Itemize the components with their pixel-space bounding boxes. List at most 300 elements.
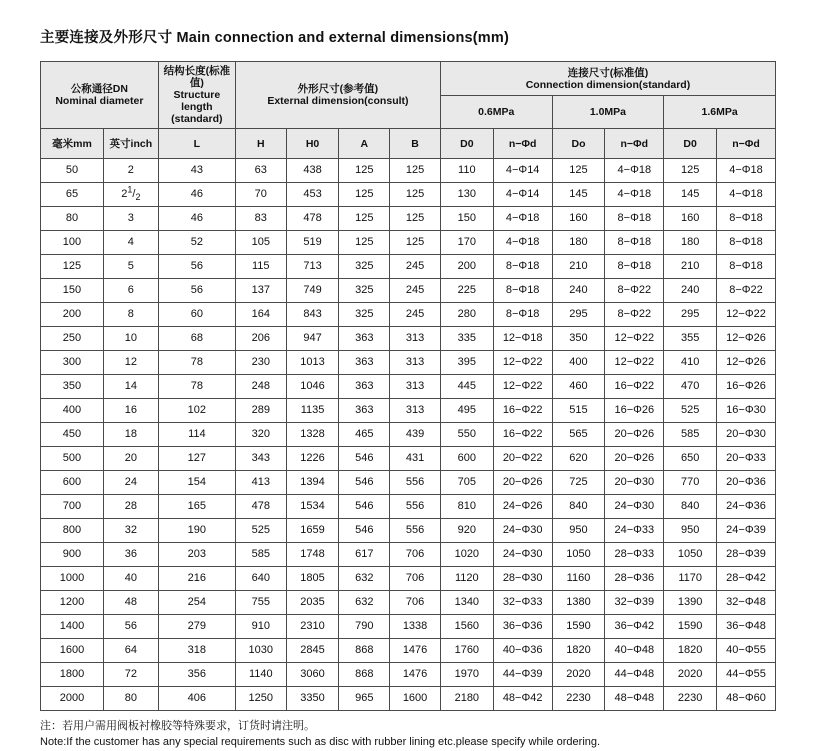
- header-unit-h: H: [235, 129, 286, 159]
- cell-length-l: 52: [158, 231, 235, 255]
- cell-a: 965: [339, 687, 390, 711]
- cell-d0-10: 2020: [552, 663, 605, 687]
- cell-nd-06: 28−Φ30: [493, 567, 552, 591]
- cell-d0-16: 1050: [664, 543, 717, 567]
- cell-a: 325: [339, 255, 390, 279]
- cell-d0-06: 920: [440, 519, 493, 543]
- cell-b: 706: [390, 591, 441, 615]
- cell-nominal-inch: 40: [103, 567, 158, 591]
- cell-h: 1250: [235, 687, 286, 711]
- cell-nd-10: 36−Φ42: [605, 615, 664, 639]
- cell-nd-16: 12−Φ26: [717, 351, 776, 375]
- cell-h0: 1394: [286, 471, 339, 495]
- cell-nominal-mm: 800: [41, 519, 104, 543]
- cell-d0-16: 525: [664, 399, 717, 423]
- cell-nd-10: 20−Φ26: [605, 423, 664, 447]
- cell-nominal-mm: 1800: [41, 663, 104, 687]
- table-row: [41, 591, 776, 615]
- cell-h: 413: [235, 471, 286, 495]
- header-external-dimension-cn: 外形尺寸(参考值): [297, 83, 379, 96]
- table-row: [41, 159, 776, 183]
- header-connection-dimension-en: Connection dimension(standard): [525, 78, 691, 91]
- cell-length-l: 78: [158, 375, 235, 399]
- header-structure-length-cn: 结构长度(标准值): [163, 65, 231, 90]
- table-row: [41, 687, 776, 711]
- cell-a: 363: [339, 399, 390, 423]
- cell-nominal-mm: 100: [41, 231, 104, 255]
- cell-nominal-inch: 2: [103, 159, 158, 183]
- cell-nominal-inch: 14: [103, 375, 158, 399]
- cell-h: 206: [235, 327, 286, 351]
- cell-nd-06: 4−Φ14: [493, 183, 552, 207]
- cell-d0-16: 1820: [664, 639, 717, 663]
- cell-a: 617: [339, 543, 390, 567]
- cell-d0-16: 2020: [664, 663, 717, 687]
- cell-nominal-inch: 64: [103, 639, 158, 663]
- header-nominal-diameter-cn: 公称通径DN: [70, 83, 128, 96]
- header-pressure-10: 1.0MPa: [552, 96, 664, 129]
- cell-nominal-mm: 300: [41, 351, 104, 375]
- cell-nd-10: 16−Φ26: [605, 399, 664, 423]
- header-row-main: [41, 62, 776, 96]
- table-row: [41, 351, 776, 375]
- cell-nominal-mm: 900: [41, 543, 104, 567]
- table-row: [41, 543, 776, 567]
- cell-nominal-mm: 400: [41, 399, 104, 423]
- cell-nd-10: 8−Φ18: [605, 255, 664, 279]
- cell-nd-16: 16−Φ30: [717, 399, 776, 423]
- cell-length-l: 165: [158, 495, 235, 519]
- cell-d0-10: 400: [552, 351, 605, 375]
- cell-length-l: 318: [158, 639, 235, 663]
- cell-d0-16: 355: [664, 327, 717, 351]
- cell-length-l: 68: [158, 327, 235, 351]
- cell-nd-16: 20−Φ33: [717, 447, 776, 471]
- cell-h: 115: [235, 255, 286, 279]
- cell-nd-10: 12−Φ22: [605, 327, 664, 351]
- cell-length-l: 154: [158, 471, 235, 495]
- cell-length-l: 279: [158, 615, 235, 639]
- cell-nd-10: 48−Φ48: [605, 687, 664, 711]
- cell-h: 343: [235, 447, 286, 471]
- cell-nd-16: 24−Φ39: [717, 519, 776, 543]
- cell-nd-10: 4−Φ18: [605, 159, 664, 183]
- cell-nd-16: 12−Φ22: [717, 303, 776, 327]
- cell-length-l: 216: [158, 567, 235, 591]
- table-header: [41, 62, 776, 159]
- cell-d0-06: 1970: [440, 663, 493, 687]
- cell-h: 525: [235, 519, 286, 543]
- cell-d0-10: 1380: [552, 591, 605, 615]
- note-en: Note:If the customer has any special requirements such as disc with rubber lining etc.please specify while ordering.: [40, 736, 601, 749]
- cell-h: 137: [235, 279, 286, 303]
- cell-length-l: 406: [158, 687, 235, 711]
- cell-d0-10: 210: [552, 255, 605, 279]
- cell-d0-10: 565: [552, 423, 605, 447]
- cell-d0-16: 585: [664, 423, 717, 447]
- table-body: [41, 159, 776, 711]
- cell-length-l: 78: [158, 351, 235, 375]
- cell-h0: 1046: [286, 375, 339, 399]
- cell-nominal-mm: 700: [41, 495, 104, 519]
- cell-nd-06: 24−Φ26: [493, 495, 552, 519]
- cell-nd-10: 24−Φ33: [605, 519, 664, 543]
- cell-d0-06: 170: [440, 231, 493, 255]
- cell-d0-16: 1590: [664, 615, 717, 639]
- cell-nd-10: 16−Φ22: [605, 375, 664, 399]
- cell-h: 63: [235, 159, 286, 183]
- cell-length-l: 60: [158, 303, 235, 327]
- cell-d0-06: 395: [440, 351, 493, 375]
- cell-d0-06: 1120: [440, 567, 493, 591]
- cell-h0: 438: [286, 159, 339, 183]
- cell-h: 164: [235, 303, 286, 327]
- cell-h0: 3350: [286, 687, 339, 711]
- cell-a: 325: [339, 303, 390, 327]
- cell-d0-16: 840: [664, 495, 717, 519]
- cell-nominal-mm: 600: [41, 471, 104, 495]
- cell-nominal-inch: 4: [103, 231, 158, 255]
- cell-d0-16: 1390: [664, 591, 717, 615]
- cell-h0: 713: [286, 255, 339, 279]
- cell-h0: 2310: [286, 615, 339, 639]
- table-row: [41, 303, 776, 327]
- cell-b: 313: [390, 399, 441, 423]
- cell-nominal-inch: 8: [103, 303, 158, 327]
- cell-h: 585: [235, 543, 286, 567]
- cell-b: 245: [390, 303, 441, 327]
- cell-nominal-mm: 450: [41, 423, 104, 447]
- cell-d0-16: 650: [664, 447, 717, 471]
- cell-d0-06: 600: [440, 447, 493, 471]
- cell-b: 125: [390, 183, 441, 207]
- header-nominal-diameter-en: Nominal diameter: [55, 95, 144, 108]
- cell-length-l: 56: [158, 255, 235, 279]
- cell-nominal-mm: 250: [41, 327, 104, 351]
- cell-nd-06: 8−Φ18: [493, 279, 552, 303]
- cell-nominal-inch: 5: [103, 255, 158, 279]
- cell-nominal-mm: 2000: [41, 687, 104, 711]
- cell-nd-16: 20−Φ36: [717, 471, 776, 495]
- cell-d0-06: 110: [440, 159, 493, 183]
- cell-nominal-inch: 56: [103, 615, 158, 639]
- cell-nd-16: 8−Φ18: [717, 231, 776, 255]
- cell-nominal-inch: 6: [103, 279, 158, 303]
- cell-h: 289: [235, 399, 286, 423]
- cell-nd-06: 12−Φ22: [493, 375, 552, 399]
- cell-nd-16: 16−Φ26: [717, 375, 776, 399]
- table-row: [41, 663, 776, 687]
- table-row: [41, 207, 776, 231]
- cell-nominal-inch: 20: [103, 447, 158, 471]
- cell-h: 70: [235, 183, 286, 207]
- cell-d0-10: 725: [552, 471, 605, 495]
- cell-d0-10: 1820: [552, 639, 605, 663]
- cell-a: 125: [339, 159, 390, 183]
- cell-nd-10: 4−Φ18: [605, 183, 664, 207]
- cell-nominal-mm: 350: [41, 375, 104, 399]
- cell-a: 868: [339, 639, 390, 663]
- cell-nominal-mm: 65: [41, 183, 104, 207]
- cell-d0-10: 840: [552, 495, 605, 519]
- cell-d0-16: 2230: [664, 687, 717, 711]
- specification-table: [40, 61, 776, 711]
- header-row-units: [41, 129, 776, 159]
- table-row: [41, 399, 776, 423]
- cell-length-l: 114: [158, 423, 235, 447]
- cell-d0-06: 810: [440, 495, 493, 519]
- cell-h0: 519: [286, 231, 339, 255]
- notes-block: [40, 719, 776, 751]
- cell-d0-16: 410: [664, 351, 717, 375]
- cell-length-l: 356: [158, 663, 235, 687]
- header-unit-d0-06: D0: [440, 129, 493, 159]
- cell-nominal-inch: 24: [103, 471, 158, 495]
- cell-d0-16: 145: [664, 183, 717, 207]
- cell-h: 640: [235, 567, 286, 591]
- cell-d0-06: 1020: [440, 543, 493, 567]
- header-unit-nd-06: n−Φd: [493, 129, 552, 159]
- cell-b: 1600: [390, 687, 441, 711]
- cell-b: 556: [390, 495, 441, 519]
- cell-b: 556: [390, 519, 441, 543]
- cell-a: 125: [339, 183, 390, 207]
- cell-length-l: 203: [158, 543, 235, 567]
- header-unit-l: L: [158, 129, 235, 159]
- cell-h0: 2845: [286, 639, 339, 663]
- table-row: [41, 231, 776, 255]
- table-row: [41, 567, 776, 591]
- header-pressure-06: 0.6MPa: [440, 96, 552, 129]
- cell-d0-10: 125: [552, 159, 605, 183]
- cell-nd-06: 48−Φ42: [493, 687, 552, 711]
- cell-length-l: 46: [158, 183, 235, 207]
- cell-a: 363: [339, 327, 390, 351]
- cell-d0-06: 150: [440, 207, 493, 231]
- cell-a: 546: [339, 447, 390, 471]
- table-row: [41, 639, 776, 663]
- header-unit-mm: 毫米mm: [41, 129, 104, 159]
- cell-h: 248: [235, 375, 286, 399]
- cell-nominal-mm: 500: [41, 447, 104, 471]
- cell-nd-06: 44−Φ39: [493, 663, 552, 687]
- cell-d0-06: 495: [440, 399, 493, 423]
- cell-a: 868: [339, 663, 390, 687]
- cell-a: 465: [339, 423, 390, 447]
- page-title: 主要连接及外形尺寸 Main connection and external dimensions(mm): [40, 30, 510, 46]
- cell-nd-06: 16−Φ22: [493, 423, 552, 447]
- cell-nominal-inch: 28: [103, 495, 158, 519]
- cell-length-l: 102: [158, 399, 235, 423]
- cell-b: 125: [390, 159, 441, 183]
- cell-nominal-mm: 80: [41, 207, 104, 231]
- cell-d0-10: 1160: [552, 567, 605, 591]
- cell-b: 125: [390, 207, 441, 231]
- cell-a: 125: [339, 231, 390, 255]
- header-connection-dimension: [440, 62, 775, 96]
- header-unit-nd-10: n−Φd: [605, 129, 664, 159]
- cell-nd-10: 24−Φ30: [605, 495, 664, 519]
- header-pressure-16: 1.6MPa: [664, 96, 776, 129]
- cell-h: 1140: [235, 663, 286, 687]
- cell-b: 245: [390, 279, 441, 303]
- cell-d0-06: 1340: [440, 591, 493, 615]
- header-unit-inch: 英寸inch: [103, 129, 158, 159]
- cell-nd-10: 12−Φ22: [605, 351, 664, 375]
- cell-d0-10: 180: [552, 231, 605, 255]
- cell-d0-16: 125: [664, 159, 717, 183]
- header-unit-b: B: [390, 129, 441, 159]
- cell-nominal-inch: $2^1/_2$: [103, 183, 158, 207]
- cell-nominal-inch: 48: [103, 591, 158, 615]
- cell-nd-10: 8−Φ18: [605, 207, 664, 231]
- cell-nd-06: 8−Φ18: [493, 255, 552, 279]
- header-unit-d0-16: D0: [664, 129, 717, 159]
- table-row: [41, 519, 776, 543]
- cell-b: 1338: [390, 615, 441, 639]
- cell-h0: 1226: [286, 447, 339, 471]
- cell-nd-16: 12−Φ26: [717, 327, 776, 351]
- cell-nd-16: 8−Φ22: [717, 279, 776, 303]
- cell-d0-10: 950: [552, 519, 605, 543]
- table-row: [41, 327, 776, 351]
- cell-d0-06: 2180: [440, 687, 493, 711]
- cell-d0-10: 160: [552, 207, 605, 231]
- header-unit-h0: H0: [286, 129, 339, 159]
- cell-h0: 1748: [286, 543, 339, 567]
- cell-h0: 1534: [286, 495, 339, 519]
- cell-d0-10: 620: [552, 447, 605, 471]
- cell-a: 363: [339, 351, 390, 375]
- cell-length-l: 127: [158, 447, 235, 471]
- cell-d0-06: 1760: [440, 639, 493, 663]
- cell-d0-10: 350: [552, 327, 605, 351]
- cell-nominal-mm: 200: [41, 303, 104, 327]
- cell-b: 706: [390, 567, 441, 591]
- cell-nd-10: 40−Φ48: [605, 639, 664, 663]
- cell-h: 320: [235, 423, 286, 447]
- cell-b: 431: [390, 447, 441, 471]
- cell-nd-16: 8−Φ18: [717, 255, 776, 279]
- cell-d0-06: 280: [440, 303, 493, 327]
- table-row: [41, 183, 776, 207]
- cell-d0-06: 445: [440, 375, 493, 399]
- cell-d0-16: 240: [664, 279, 717, 303]
- cell-d0-06: 200: [440, 255, 493, 279]
- cell-length-l: 254: [158, 591, 235, 615]
- cell-h0: 3060: [286, 663, 339, 687]
- table-row: [41, 615, 776, 639]
- cell-h0: 1328: [286, 423, 339, 447]
- cell-nominal-inch: 18: [103, 423, 158, 447]
- cell-nd-06: 4−Φ18: [493, 207, 552, 231]
- cell-nd-06: 12−Φ18: [493, 327, 552, 351]
- cell-nd-06: 36−Φ36: [493, 615, 552, 639]
- header-external-dimension-en: External dimension(consult): [267, 95, 409, 108]
- cell-nd-16: 20−Φ30: [717, 423, 776, 447]
- cell-d0-06: 225: [440, 279, 493, 303]
- cell-nd-10: 28−Φ33: [605, 543, 664, 567]
- cell-nominal-inch: 32: [103, 519, 158, 543]
- cell-h0: 2035: [286, 591, 339, 615]
- header-external-dimension: [235, 62, 440, 129]
- cell-d0-16: 950: [664, 519, 717, 543]
- cell-h0: 1805: [286, 567, 339, 591]
- cell-d0-16: 160: [664, 207, 717, 231]
- cell-d0-10: 1050: [552, 543, 605, 567]
- cell-nominal-inch: 12: [103, 351, 158, 375]
- cell-a: 632: [339, 567, 390, 591]
- cell-b: 313: [390, 327, 441, 351]
- cell-b: 556: [390, 471, 441, 495]
- header-unit-a: A: [339, 129, 390, 159]
- cell-d0-10: 295: [552, 303, 605, 327]
- cell-d0-10: 2230: [552, 687, 605, 711]
- header-structure-length-en: Structure length (standard): [171, 89, 223, 126]
- cell-nd-06: 20−Φ26: [493, 471, 552, 495]
- cell-h0: 453: [286, 183, 339, 207]
- cell-nd-16: 28−Φ39: [717, 543, 776, 567]
- cell-nd-10: 8−Φ22: [605, 279, 664, 303]
- cell-nd-06: 16−Φ22: [493, 399, 552, 423]
- cell-a: 546: [339, 471, 390, 495]
- cell-nominal-mm: 50: [41, 159, 104, 183]
- cell-length-l: 56: [158, 279, 235, 303]
- cell-nd-16: 8−Φ18: [717, 207, 776, 231]
- cell-b: 313: [390, 375, 441, 399]
- cell-a: 790: [339, 615, 390, 639]
- table-row: [41, 279, 776, 303]
- cell-nd-06: 24−Φ30: [493, 543, 552, 567]
- cell-a: 363: [339, 375, 390, 399]
- cell-nominal-inch: 3: [103, 207, 158, 231]
- header-structure-length: [158, 62, 235, 129]
- cell-nominal-mm: 150: [41, 279, 104, 303]
- table-row: [41, 471, 776, 495]
- header-unit-d0-10: Do: [552, 129, 605, 159]
- cell-h0: 947: [286, 327, 339, 351]
- cell-nd-10: 8−Φ18: [605, 231, 664, 255]
- cell-nd-06: 40−Φ36: [493, 639, 552, 663]
- cell-length-l: 46: [158, 207, 235, 231]
- cell-nd-16: 40−Φ55: [717, 639, 776, 663]
- table-row: [41, 375, 776, 399]
- cell-length-l: 43: [158, 159, 235, 183]
- cell-d0-10: 1590: [552, 615, 605, 639]
- cell-b: 439: [390, 423, 441, 447]
- cell-nd-06: 32−Φ33: [493, 591, 552, 615]
- cell-b: 706: [390, 543, 441, 567]
- cell-d0-06: 1560: [440, 615, 493, 639]
- cell-b: 1476: [390, 639, 441, 663]
- cell-d0-16: 295: [664, 303, 717, 327]
- cell-nd-16: 4−Φ18: [717, 183, 776, 207]
- table-row: [41, 447, 776, 471]
- table-row: [41, 495, 776, 519]
- header-nominal-diameter: [41, 62, 159, 129]
- cell-h: 83: [235, 207, 286, 231]
- cell-a: 546: [339, 519, 390, 543]
- note-cn: 注：若用户需用阀板衬橡胶等特殊要求，订货时请注明。: [40, 720, 315, 733]
- cell-length-l: 190: [158, 519, 235, 543]
- cell-nd-06: 8−Φ18: [493, 303, 552, 327]
- cell-nominal-mm: 1400: [41, 615, 104, 639]
- cell-h: 910: [235, 615, 286, 639]
- cell-d0-16: 1170: [664, 567, 717, 591]
- cell-nominal-mm: 125: [41, 255, 104, 279]
- header-unit-nd-16: n−Φd: [717, 129, 776, 159]
- cell-nd-10: 44−Φ48: [605, 663, 664, 687]
